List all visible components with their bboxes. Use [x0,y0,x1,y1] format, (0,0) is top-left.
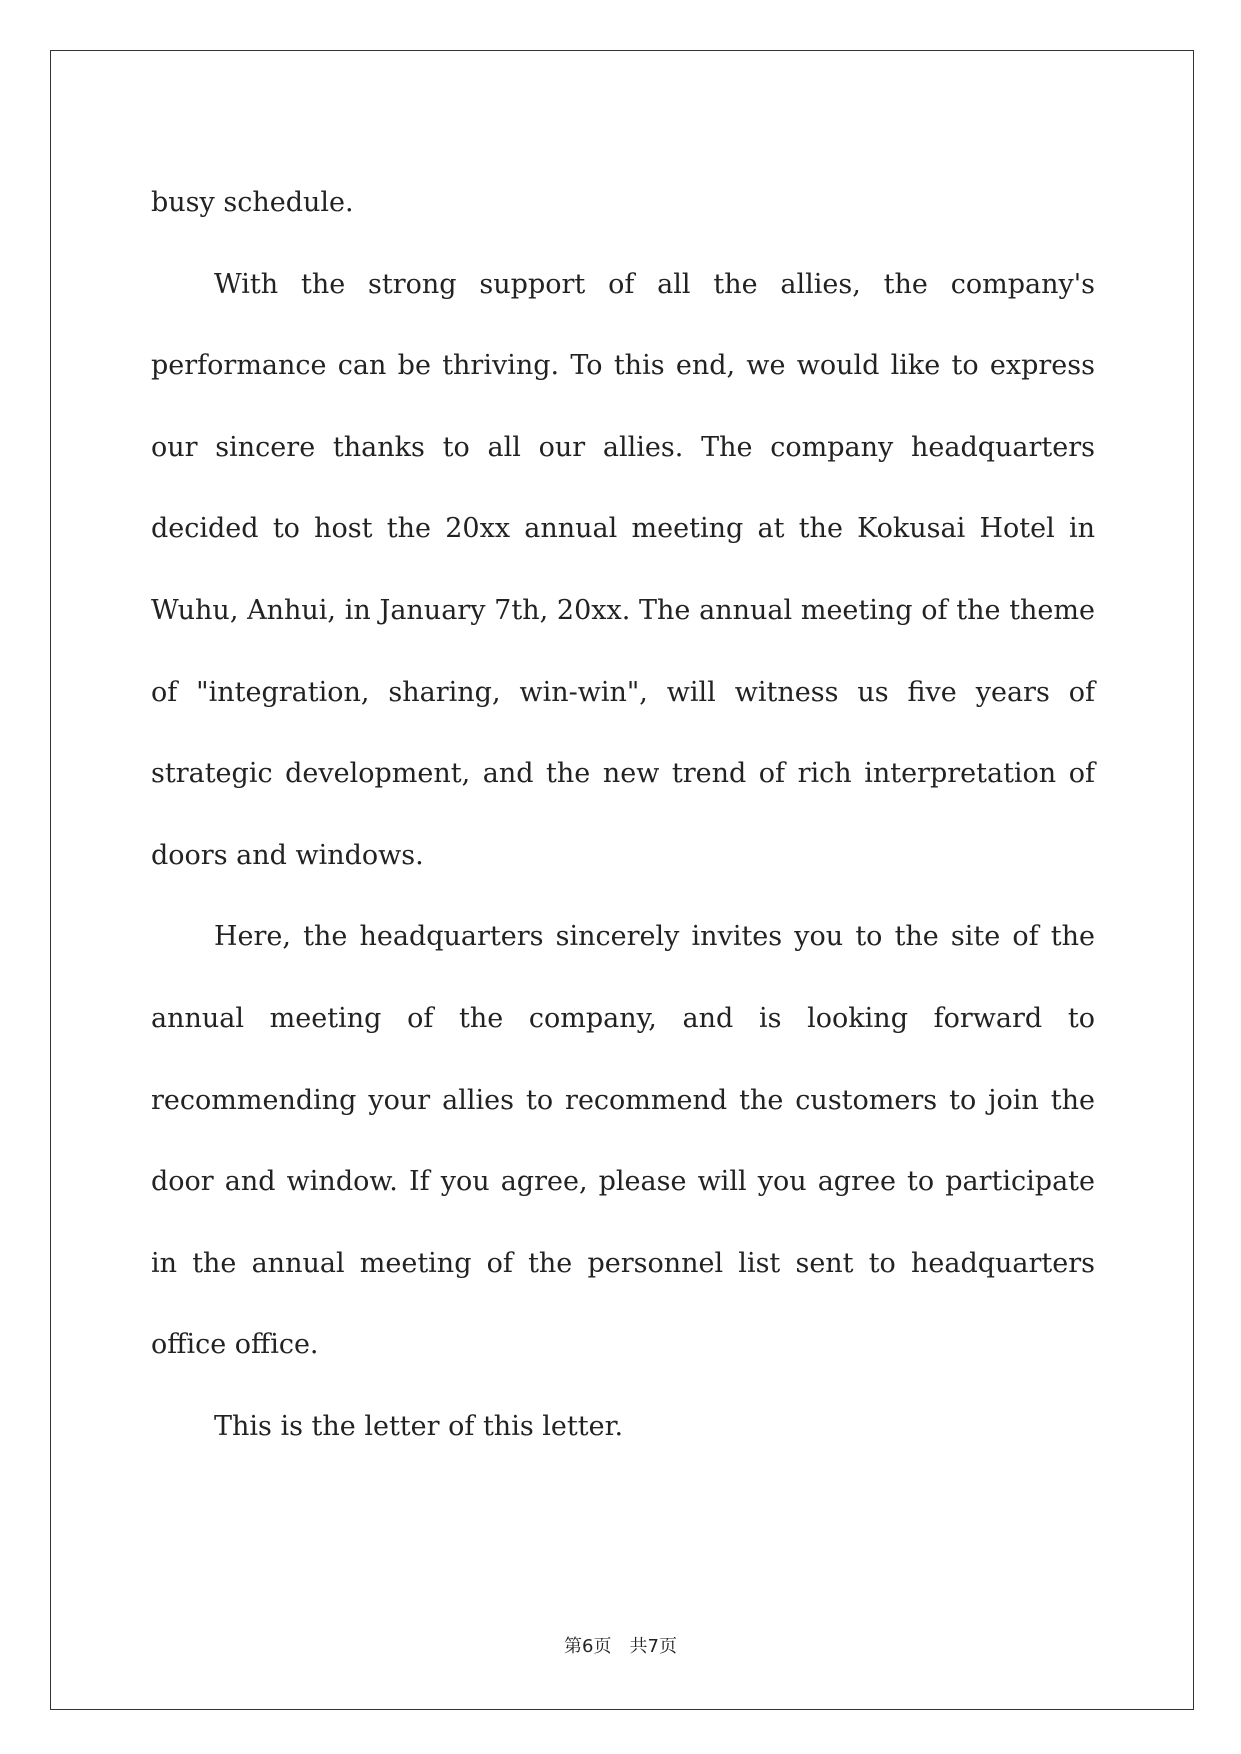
document-body [151,162,1095,1468]
paragraph-closing: This is the letter of this letter. [214,1410,624,1442]
paragraph-support: With the strong support of all the allies, the company's performance can be thriving. To this end, we would like to express our sincere thanks to all our allies. The company headquarters decided to host the 20xx annual meeting at the Kokusai Hotel in Wuhu, Anhui, in January 7th, 20xx. The annual meeting of the theme of "integration, sharing, win-win", will witness us five years of strategic development, and the new trend of rich interpretation of doors and windows. [151,268,1095,871]
paragraph-continuation: busy schedule. [151,187,354,218]
page-number: 第6页 共7页 [564,1636,677,1657]
paragraph-invitation: Here, the headquarters sincerely invites you to the site of the annual meeting of the company, and is looking forward to recommending your allies to recommend the customers to join the door and window. If you agree, please will you agree to participate in the annual meeting of the personnel list sent to headquarters office office. [151,921,1095,1361]
